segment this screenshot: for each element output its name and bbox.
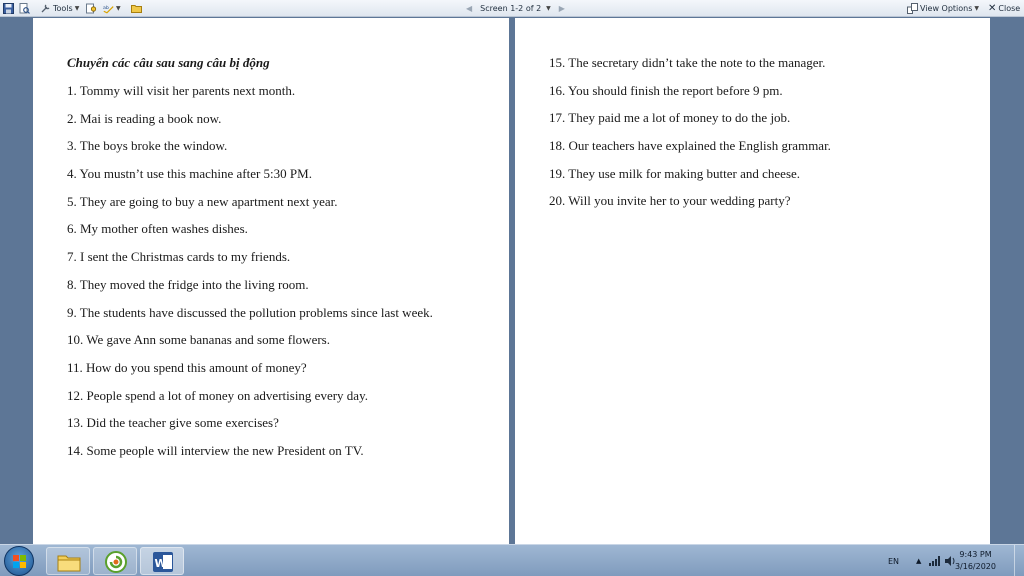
question-item: 8. They moved the fridge into the living room.	[67, 276, 309, 292]
network-signal-icon[interactable]	[929, 556, 941, 566]
spelling-abc-icon	[103, 3, 114, 14]
question-item: 9. The students have discussed the pollution problems since last week.	[67, 304, 433, 320]
next-screen-icon[interactable]: ▶	[558, 4, 565, 13]
svg-text:ab: ab	[103, 5, 109, 11]
question-item: 17. They paid me a lot of money to do the job.	[549, 110, 791, 126]
folder-button[interactable]	[131, 2, 142, 15]
question-item: 16. You should finish the report before 9 pm.	[549, 82, 783, 98]
research-button[interactable]	[86, 2, 97, 15]
left-page	[33, 18, 509, 544]
folder-icon	[57, 552, 81, 572]
show-hidden-icons-icon[interactable]: ▲	[916, 557, 922, 565]
view-options-label: View Options	[920, 4, 973, 13]
show-desktop-button[interactable]	[1014, 545, 1024, 576]
screen-navigator	[466, 2, 565, 15]
question-item: 12. People spend a lot of money on advertising every day.	[67, 387, 368, 403]
question-item: 15. The secretary didn’t take the note to the manager.	[549, 55, 826, 70]
taskbar-media-app[interactable]	[93, 547, 137, 575]
chevron-down-icon: ▼	[116, 5, 121, 12]
question-item: 14. Some people will interview the new President on TV.	[67, 442, 364, 458]
question-list-left	[67, 82, 457, 470]
taskbar-clock[interactable]	[955, 549, 996, 573]
tools-label: Tools	[53, 4, 73, 13]
right-page	[515, 18, 990, 544]
close-icon: ✕	[988, 3, 997, 14]
reading-area	[0, 18, 1024, 544]
research-icon	[86, 3, 97, 14]
start-button[interactable]	[4, 546, 34, 576]
print-preview-button[interactable]	[19, 2, 30, 15]
chevron-down-icon: ▼	[974, 5, 980, 12]
clock-time: 9:43 PM	[959, 550, 992, 559]
taskbar-explorer[interactable]	[46, 547, 90, 575]
previous-screen-icon[interactable]: ◀	[466, 4, 473, 13]
windows-taskbar	[0, 544, 1024, 576]
question-item: 6. My mother often washes dishes.	[67, 221, 248, 237]
chevron-down-icon[interactable]: ▼	[546, 5, 551, 12]
question-item: 1. Tommy will visit her parents next month.	[67, 83, 296, 98]
close-button[interactable]	[988, 2, 1020, 15]
media-app-icon	[105, 551, 127, 573]
question-item: 13. Did the teacher give some exercises?	[67, 415, 279, 431]
document-magnifier-icon	[19, 3, 30, 14]
question-item: 19. They use milk for making butter and cheese.	[549, 165, 801, 181]
clock-date: 3/16/2020	[954, 562, 996, 571]
question-item: 4. You mustn’t use this machine after 5:30 PM.	[67, 166, 312, 182]
view-options-icon	[907, 3, 918, 14]
word-icon	[152, 551, 174, 573]
question-list-right	[549, 54, 939, 220]
tools-icon	[40, 3, 51, 14]
view-options-menu[interactable]	[907, 2, 979, 15]
question-item: 3. The boys broke the window.	[67, 138, 228, 154]
taskbar-word[interactable]	[140, 547, 184, 575]
screen-label: Screen 1-2 of 2	[480, 4, 542, 13]
reading-toolbar	[0, 0, 1024, 17]
question-item: 18. Our teachers have explained the English grammar.	[549, 138, 831, 154]
question-item: 11. How do you spend this amount of money?	[67, 359, 307, 375]
chevron-down-icon: ▼	[74, 5, 80, 12]
svg-text:W: W	[154, 557, 167, 570]
folder-icon	[131, 3, 142, 14]
windows-logo-icon	[13, 555, 26, 568]
spelling-button[interactable]	[103, 2, 121, 15]
close-label: Close	[998, 4, 1021, 13]
save-button[interactable]	[3, 2, 14, 15]
system-tray	[888, 545, 956, 576]
language-indicator[interactable]: EN	[888, 556, 900, 566]
question-item: 7. I sent the Christmas cards to my friends.	[67, 249, 291, 265]
tools-menu[interactable]	[40, 2, 79, 15]
question-item: 5. They are going to buy a new apartment next year.	[67, 193, 338, 209]
question-item: 20. Will you invite her to your wedding party?	[549, 193, 791, 209]
page-title: Chuyển các câu sau sang câu bị động	[67, 55, 270, 70]
question-item: 10. We gave Ann some bananas and some flowers.	[67, 332, 330, 348]
save-icon	[3, 3, 14, 14]
question-item: 2. Mai is reading a book now.	[67, 110, 222, 126]
